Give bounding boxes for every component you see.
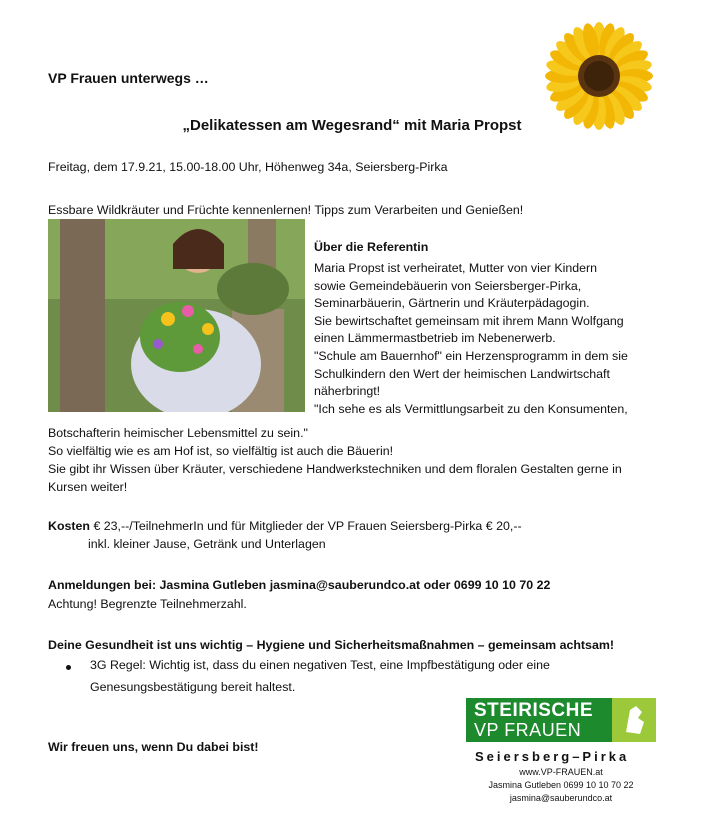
logo-line2: VP FRAUEN [474, 720, 582, 740]
costs-text: € 23,--/TeilnehmerIn und für Mitglieder der VP Frauen Seiersberg-Pirka € 20,-- [90, 519, 522, 533]
panther-icon [612, 698, 656, 742]
logo-line1: STEIRISCHE [474, 700, 594, 721]
bio-line: Seminarbäuerin, Gärtnerin und Kräuterpädagogin. [314, 296, 590, 311]
contact-phone: Jasmina Gutleben 0699 10 10 70 22 [488, 780, 634, 790]
bio-line: näherbringt! [314, 384, 381, 399]
registration-note: Achtung! Begrenzte Teilnehmerzahl. [48, 597, 247, 611]
speaker-photo [48, 219, 305, 412]
bio-line: Sie bewirtschaftet gemeinsam mit ihrem Mann Wolfgang [314, 313, 624, 328]
costs-line [48, 519, 522, 533]
closing-text: Wir freuen uns, wenn Du dabei bist! [48, 740, 259, 754]
bio-line: Schulkindern den Wert der heimischen Landwirtschaft [314, 366, 610, 381]
bio-line: "Schule am Bauernhof" ein Herzensprogramm in dem sie [314, 349, 628, 363]
costs-included: inkl. kleiner Jause, Getränk und Unterlagen [88, 537, 326, 551]
bullet-icon [66, 665, 71, 670]
bio-line: Botschafterin heimischer Lebensmittel zu sein." [48, 426, 308, 440]
bio-heading: Über die Referentin [314, 240, 429, 254]
bio-line: "Ich sehe es als Vermittlungsarbeit zu den Konsumenten, [314, 401, 628, 416]
event-title: „Delikatessen am Wegesrand“ mit Maria Propst [182, 117, 522, 134]
health-bullet-line: 3G Regel: Wichtig ist, dass du einen negativen Test, eine Impfbestätigung oder eine [90, 658, 550, 672]
bio-line: Maria Propst ist verheiratet, Mutter von vier Kindern [314, 261, 598, 275]
health-bullet-line: Genesungsbestätigung bereit haltest. [90, 680, 296, 694]
costs-label: Kosten [48, 519, 90, 533]
logo-location: Seiersberg–Pirka [475, 749, 630, 764]
page-heading: VP Frauen unterwegs … [48, 70, 209, 86]
sunflower-image [543, 20, 655, 132]
contact-email[interactable]: jasmina@sauberundco.at [509, 793, 613, 803]
bio-line: So vielfältig wie es am Hof ist, so vielfältig ist auch die Bäuerin! [48, 444, 394, 458]
vp-frauen-logo [466, 698, 656, 742]
date-line: Freitag, dem 17.9.21, 15.00-18.00 Uhr, Höhenweg 34a, Seiersberg-Pirka [48, 160, 448, 174]
bio-line: Sie gibt ihr Wissen über Kräuter, verschiedene Handwerkstechniken und dem floralen Gestalten gerne in [48, 462, 622, 476]
bio-line: einen Lämmermastbetrieb im Nebenerwerb. [314, 331, 556, 346]
registration-text: Anmeldungen bei: Jasmina Gutleben jasmina@sauberundco.at oder 0699 10 10 70 22 [48, 578, 551, 592]
health-heading: Deine Gesundheit ist uns wichtig – Hygiene und Sicherheitsmaßnahmen – gemeinsam achtsam! [48, 638, 614, 652]
bio-line: Kursen weiter! [48, 480, 128, 494]
bio-line: sowie Gemeindebäuerin von Seiersberger-Pirka, [314, 278, 582, 293]
website-link[interactable]: www.VP-FRAUEN.at [519, 767, 603, 777]
intro-text: Essbare Wildkräuter und Früchte kennenlernen! Tipps zum Verarbeiten und Genießen! [48, 203, 524, 217]
